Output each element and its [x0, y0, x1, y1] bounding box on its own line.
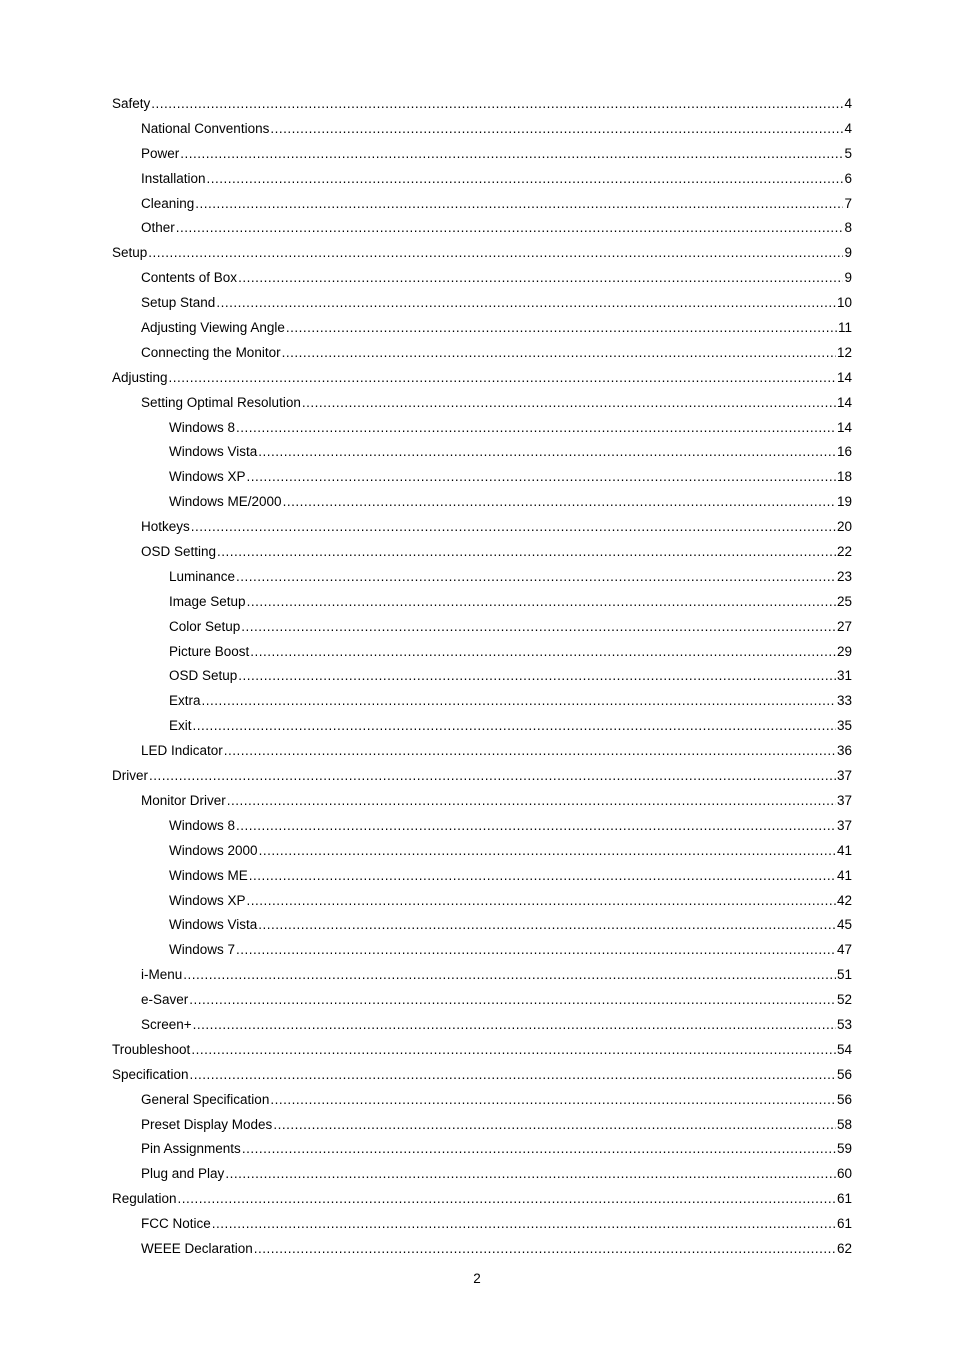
toc-entry-page: 6 — [844, 170, 852, 186]
toc-dot-leader — [149, 766, 836, 786]
toc-entry-page: 12 — [836, 344, 852, 360]
toc-dot-leader — [202, 691, 836, 711]
toc-entry-page: 45 — [836, 917, 852, 933]
toc-entry[interactable] — [112, 915, 852, 940]
toc-entry-title: OSD Setup — [169, 668, 238, 684]
toc-entry[interactable] — [112, 194, 852, 219]
toc-dot-leader — [195, 194, 843, 214]
toc-entry[interactable] — [112, 567, 852, 592]
toc-entry-title: National Conventions — [141, 120, 270, 136]
toc-entry-title: Screen+ — [141, 1016, 192, 1032]
toc-entry-title: Picture Boost — [169, 643, 250, 659]
toc-entry[interactable] — [112, 1139, 852, 1164]
toc-entry-title: Setup — [112, 245, 148, 261]
toc-entry-page: 20 — [836, 519, 852, 535]
toc-entry-title: Windows XP — [169, 469, 246, 485]
toc-entry-page: 54 — [836, 1041, 852, 1057]
toc-entry[interactable] — [112, 243, 852, 268]
toc-entry[interactable] — [112, 1015, 852, 1040]
toc-entry[interactable] — [112, 268, 852, 293]
toc-entry-title: Windows Vista — [169, 917, 258, 933]
toc-entry[interactable] — [112, 1164, 852, 1189]
toc-dot-leader — [236, 567, 836, 587]
toc-dot-leader — [282, 343, 836, 363]
toc-entry[interactable] — [112, 1040, 852, 1065]
toc-entry[interactable] — [112, 318, 852, 343]
toc-entry[interactable] — [112, 542, 852, 567]
toc-entry-page: 59 — [836, 1141, 852, 1157]
toc-entry-page: 60 — [836, 1166, 852, 1182]
toc-entry[interactable] — [112, 169, 852, 194]
toc-entry-title: Extra — [169, 693, 201, 709]
toc-entry[interactable] — [112, 990, 852, 1015]
toc-entry-title: Color Setup — [169, 618, 241, 634]
toc-entry-title: Pin Assignments — [141, 1141, 241, 1157]
toc-entry[interactable] — [112, 592, 852, 617]
toc-entry[interactable] — [112, 467, 852, 492]
toc-entry-page: 42 — [836, 892, 852, 908]
toc-entry-page: 61 — [836, 1216, 852, 1232]
toc-dot-leader — [176, 218, 844, 238]
toc-dot-leader — [286, 318, 837, 338]
toc-dot-leader — [212, 1214, 836, 1234]
toc-entry[interactable] — [112, 691, 852, 716]
toc-entry[interactable] — [112, 940, 852, 965]
toc-dot-leader — [148, 243, 843, 263]
toc-dot-leader — [238, 268, 843, 288]
toc-entry[interactable] — [112, 666, 852, 691]
toc-entry[interactable] — [112, 368, 852, 393]
toc-dot-leader — [283, 492, 836, 512]
toc-entry-title: Windows ME/2000 — [169, 494, 282, 510]
toc-dot-leader — [273, 1115, 836, 1135]
toc-entry-title: Preset Display Modes — [141, 1116, 273, 1132]
toc-entry-title: Safety — [112, 96, 151, 111]
toc-entry[interactable] — [112, 442, 852, 467]
toc-entry[interactable] — [112, 816, 852, 841]
toc-entry-title: Windows 8 — [169, 817, 236, 833]
toc-dot-leader — [241, 617, 836, 637]
toc-dot-leader — [258, 442, 836, 462]
toc-entry-title: Plug and Play — [141, 1166, 225, 1182]
toc-dot-leader — [249, 866, 836, 886]
toc-entry[interactable] — [112, 343, 852, 368]
toc-dot-leader — [217, 542, 836, 562]
toc-entry-page: 37 — [836, 792, 852, 808]
toc-entry[interactable] — [112, 119, 852, 144]
toc-entry[interactable] — [112, 1115, 852, 1140]
toc-dot-leader — [190, 1065, 836, 1085]
toc-entry-page: 9 — [844, 245, 852, 261]
toc-entry-page: 41 — [836, 842, 852, 858]
toc-dot-leader — [259, 841, 836, 861]
toc-entry-page: 29 — [836, 643, 852, 659]
toc-dot-leader — [189, 990, 836, 1010]
toc-dot-leader — [227, 791, 836, 811]
toc-entry-page: 58 — [836, 1116, 852, 1132]
toc-entry-title: Adjusting Viewing Angle — [141, 320, 285, 336]
toc-entry-title: Cleaning — [141, 195, 195, 211]
toc-entry-page: 14 — [836, 419, 852, 435]
toc-entry-page: 4 — [844, 96, 852, 111]
toc-entry[interactable] — [112, 1214, 852, 1239]
toc-entry-page: 22 — [836, 544, 852, 560]
toc-entry-title: Windows 8 — [169, 419, 236, 435]
toc-entry-title: Specification — [112, 1066, 189, 1082]
toc-entry-title: Connecting the Monitor — [141, 344, 281, 360]
toc-entry[interactable] — [112, 393, 852, 418]
toc-entry[interactable] — [112, 218, 852, 243]
toc-entry-page: 10 — [836, 295, 852, 311]
toc-entry[interactable] — [112, 418, 852, 443]
toc-dot-leader — [250, 642, 836, 662]
toc-dot-leader — [191, 517, 836, 537]
toc-entry-title: Windows XP — [169, 892, 246, 908]
toc-dot-leader — [302, 393, 836, 413]
toc-entry-title: Setup Stand — [141, 295, 216, 311]
toc-dot-leader — [180, 144, 843, 164]
toc-entry-page: 35 — [836, 718, 852, 734]
toc-entry-title: Image Setup — [169, 593, 246, 609]
toc-entry-page: 51 — [836, 967, 852, 983]
toc-entry-page: 37 — [836, 817, 852, 833]
toc-entry-title: i-Menu — [141, 967, 183, 983]
toc-dot-leader — [193, 716, 836, 736]
toc-entry-title: Hotkeys — [141, 519, 190, 535]
toc-entry-page: 56 — [836, 1091, 852, 1107]
toc-entry-page: 53 — [836, 1016, 852, 1032]
toc-entry-page: 9 — [844, 270, 852, 286]
toc-dot-leader — [151, 94, 843, 114]
toc-entry-page: 47 — [836, 942, 852, 958]
toc-dot-leader — [247, 592, 836, 612]
table-of-contents — [112, 94, 852, 1264]
toc-dot-leader — [225, 1164, 836, 1184]
toc-dot-leader — [247, 467, 836, 487]
toc-entry[interactable] — [112, 144, 852, 169]
toc-entry[interactable] — [112, 841, 852, 866]
toc-entry-page: 7 — [844, 195, 852, 211]
toc-entry[interactable] — [112, 293, 852, 318]
toc-dot-leader — [178, 1189, 836, 1209]
toc-entry-title: OSD Setting — [141, 544, 217, 560]
toc-entry-title: Driver — [112, 768, 148, 784]
toc-entry[interactable] — [112, 1090, 852, 1115]
toc-entry[interactable] — [112, 891, 852, 916]
toc-entry-page: 25 — [836, 593, 852, 609]
toc-entry-title: Setting Optimal Resolution — [141, 394, 301, 410]
toc-dot-leader — [247, 891, 836, 911]
toc-entry[interactable] — [112, 741, 852, 766]
toc-dot-leader — [224, 741, 836, 761]
toc-dot-leader — [270, 119, 843, 139]
toc-entry-title: WEEE Declaration — [141, 1240, 253, 1256]
toc-entry-title: e-Saver — [141, 992, 189, 1008]
toc-entry-title: FCC Notice — [141, 1216, 211, 1232]
toc-entry-page: 41 — [836, 867, 852, 883]
toc-entry[interactable] — [112, 1239, 852, 1264]
toc-entry-page: 16 — [836, 444, 852, 460]
toc-entry[interactable] — [112, 1065, 852, 1090]
toc-dot-leader — [236, 816, 836, 836]
toc-entry-page: 8 — [844, 220, 852, 236]
toc-entry-page: 11 — [837, 320, 852, 336]
toc-entry-title: Installation — [141, 170, 206, 186]
toc-entry-title: LED Indicator — [141, 743, 223, 759]
toc-entry-page: 19 — [836, 494, 852, 510]
toc-entry-title: Contents of Box — [141, 270, 238, 286]
toc-dot-leader — [207, 169, 844, 189]
toc-dot-leader — [242, 1139, 836, 1159]
toc-entry[interactable] — [112, 94, 852, 119]
toc-dot-leader — [193, 1015, 836, 1035]
toc-entry-page: 14 — [836, 369, 852, 385]
toc-entry[interactable] — [112, 866, 852, 891]
toc-dot-leader — [254, 1239, 836, 1259]
toc-entry-page: 14 — [836, 394, 852, 410]
toc-entry-title: Windows 7 — [169, 942, 236, 958]
toc-entry-title: Other — [141, 220, 175, 236]
toc-entry-page: 62 — [836, 1240, 852, 1256]
toc-dot-leader — [236, 418, 836, 438]
toc-entry-page: 37 — [836, 768, 852, 784]
toc-entry[interactable] — [112, 766, 852, 791]
toc-entry[interactable] — [112, 716, 852, 741]
toc-entry-title: Luminance — [169, 568, 236, 584]
toc-entry-page: 52 — [836, 992, 852, 1008]
toc-entry-page: 27 — [836, 618, 852, 634]
toc-entry-title: Regulation — [112, 1191, 177, 1207]
toc-dot-leader — [191, 1040, 836, 1060]
toc-entry[interactable] — [112, 965, 852, 990]
toc-entry-title: Windows 2000 — [169, 842, 258, 858]
toc-dot-leader — [258, 915, 836, 935]
toc-entry-page: 56 — [836, 1066, 852, 1082]
toc-dot-leader — [216, 293, 836, 313]
toc-dot-leader — [183, 965, 836, 985]
toc-entry-page: 36 — [836, 743, 852, 759]
toc-entry-title: Windows ME — [169, 867, 248, 883]
toc-entry-page: 5 — [844, 145, 852, 161]
toc-entry-title: Troubleshoot — [112, 1041, 191, 1057]
toc-dot-leader — [270, 1090, 836, 1110]
toc-entry[interactable] — [112, 1189, 852, 1214]
toc-entry[interactable] — [112, 791, 852, 816]
toc-entry-page: 23 — [836, 568, 852, 584]
toc-dot-leader — [236, 940, 836, 960]
toc-entry[interactable] — [112, 617, 852, 642]
toc-entry-title: Exit — [169, 718, 192, 734]
toc-entry-page: 18 — [836, 469, 852, 485]
toc-entry-title: Adjusting — [112, 369, 168, 385]
toc-entry[interactable] — [112, 492, 852, 517]
toc-entry-page: 4 — [844, 120, 852, 136]
toc-dot-leader — [238, 666, 836, 686]
toc-entry-page: 33 — [836, 693, 852, 709]
toc-entry-title: Windows Vista — [169, 444, 258, 460]
toc-entry-title: Monitor Driver — [141, 792, 226, 808]
toc-entry[interactable] — [112, 642, 852, 667]
toc-entry-title: Power — [141, 145, 180, 161]
toc-entry[interactable] — [112, 517, 852, 542]
toc-entry-page: 31 — [836, 668, 852, 684]
toc-dot-leader — [169, 368, 836, 388]
toc-entry-page: 61 — [836, 1191, 852, 1207]
page-number: 2 — [473, 1271, 481, 1286]
toc-entry-title: General Specification — [141, 1091, 270, 1107]
